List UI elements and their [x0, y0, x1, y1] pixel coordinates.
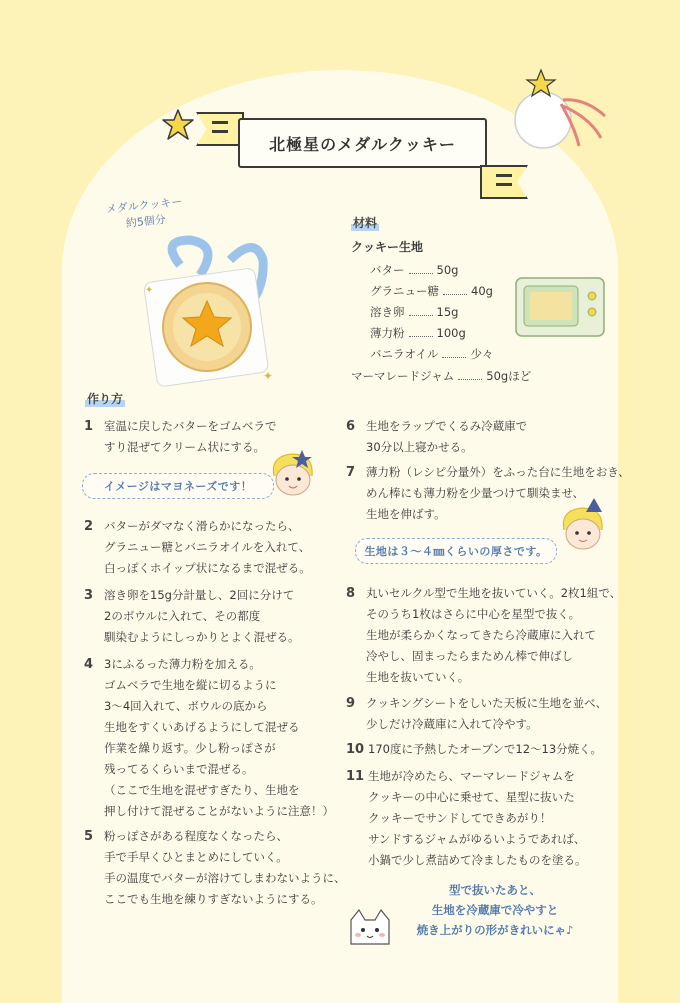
character-face-icon [556, 498, 610, 556]
step-line: 生地を抜いていく。 [366, 670, 470, 684]
step-line: ここでも生地を練りすぎないようにする。 [104, 892, 323, 906]
final-tip [400, 880, 590, 940]
step-line: 溶き卵を15g分計量し、2回に分けて [104, 588, 295, 602]
ingredient-name: マーマレードジャム [351, 369, 455, 383]
step-number: 9 [346, 696, 356, 711]
step-number: 6 [346, 419, 356, 434]
step-line: サンドするジャムがゆるいようであれば、 [368, 832, 586, 846]
step-line: 生地が冷めたら、マーマレードジャムを [368, 769, 575, 783]
step-number: 3 [84, 588, 94, 603]
ingredient-amount: 50gほど [486, 369, 532, 383]
step-line: バターがダマなく滑らかになったら、 [104, 519, 300, 533]
ingredient-row-jam [351, 368, 531, 384]
yield-line-2: 約5個分 [125, 212, 167, 231]
step-line: 手の温度でバターが溶けてしまわないように、 [104, 871, 346, 885]
step-line: 3〜4回入れて、ボウルの底から [104, 699, 268, 713]
step-line: 少しだけ冷蔵庫に入れて冷やす。 [366, 717, 538, 731]
step-line: 170度に予熱したオーブンで12〜13分焼く。 [368, 742, 602, 756]
step-number: 10 [346, 742, 365, 757]
step-line: 生地をラップでくるみ冷蔵庫で [366, 419, 528, 433]
step-line: 2のボウルに入れて、その都度 [104, 609, 261, 623]
step-line: ゴムベラで生地を縦に切るように [104, 678, 277, 692]
step-number: 5 [84, 829, 94, 844]
ingredient-name: 溶き卵 [370, 305, 405, 319]
character-face-icon [266, 448, 320, 500]
step-line: すり混ぜてクリーム状にする。 [104, 440, 265, 454]
step-line: 押し付けて混ぜることがないように注意！） [104, 804, 334, 818]
step-number: 1 [84, 419, 94, 434]
step-line: クッキーの中心に乗せて、星型に抜いた [368, 790, 575, 804]
step-line: 生地が柔らかくなってきたら冷蔵庫に入れて [366, 628, 596, 642]
oven-icon [514, 276, 606, 340]
recipe-title: 北極星のメダルクッキー [238, 118, 487, 168]
step-line: 30分以上寝かせる。 [366, 440, 473, 454]
ingredient-row [370, 325, 466, 341]
ingredient-amount: 100g [436, 326, 466, 340]
ingredient-amount: 少々 [470, 347, 494, 361]
step-line: 小鍋で少し煮詰めて冷ましたものを塗る。 [368, 853, 587, 867]
step-number: 11 [346, 769, 365, 784]
ingredient-name: バニラオイル [370, 347, 439, 361]
step-line: 冷やし、固まったらまためん棒で伸ばし [366, 649, 573, 663]
step-line: グラニュー糖とバニラオイルを入れて、 [104, 540, 311, 554]
tip-thickness: 生地は３～４㎜くらいの厚さです。 [355, 538, 557, 564]
ingredients-heading: 材料 [353, 216, 378, 230]
ingredient-name: 薄力粉 [370, 326, 405, 340]
step-line: 室温に戻したバターをゴムベラで [104, 419, 277, 433]
star-ornament-icon [505, 68, 620, 168]
ingredient-row [370, 346, 493, 362]
step-line: 作業を繰り返す。少し粉っぽさが [104, 741, 276, 755]
ingredient-row [370, 283, 493, 299]
svg-text:✦: ✦ [263, 369, 274, 383]
medal-cookie-illustration [135, 235, 285, 395]
ingredient-name: バター [370, 263, 405, 277]
tip-mayonnaise: イメージはマヨネーズです！ [82, 473, 274, 499]
yield-line-1: メダルクッキー [105, 195, 183, 217]
ingredient-amount: 40g [471, 284, 493, 298]
final-tip-line: 生地を冷蔵庫で冷やすと [431, 903, 559, 917]
step-line: クッキングシートをしいた天板に生地を並べ、 [366, 696, 608, 710]
step-line: 丸いセルクル型で生地を抜いていく。2枚1組で、 [366, 586, 622, 600]
star-icon [160, 108, 196, 142]
step-line: 生地をすくいあげるようにして混ぜる [104, 720, 300, 734]
step-line: めん棒にも薄力粉を少量つけて馴染ませ、 [366, 486, 585, 500]
step-number: 8 [346, 586, 356, 601]
final-tip-line: 焼き上がりの形がきれいにゃ♪ [416, 923, 574, 937]
ingredient-name: グラニュー糖 [370, 284, 439, 298]
method-heading: 作り方 [87, 392, 124, 406]
step-number: 2 [84, 519, 94, 534]
step-line: 生地を伸ばす。 [366, 507, 446, 521]
ingredient-row [370, 262, 458, 278]
step-line: 粉っぽさがある程度なくなったら、 [104, 829, 288, 843]
step-line: 馴染むようにしっかりとよく混ぜる。 [104, 630, 300, 644]
final-tip-line: 型で抜いたあと、 [449, 883, 541, 897]
step-line: 白っぽくホイップ状になるまで混ぜる。 [104, 561, 311, 575]
ingredient-amount: 50g [436, 263, 459, 277]
step-line: 薄力粉（レシピ分量外）をふった台に生地をおき、 [366, 465, 630, 479]
step-line: 手で手早くひとまとめにしていく。 [104, 850, 288, 864]
step-number: 7 [346, 465, 356, 480]
step-line: 残ってるくらいまで混ぜる。 [104, 762, 254, 776]
ingredients-group-title: クッキー生地 [351, 240, 424, 254]
step-line: 3にふるった薄力粉を加える。 [104, 657, 261, 671]
cat-icon [345, 906, 395, 946]
ingredient-amount: 15g [436, 305, 459, 319]
ingredient-row [370, 304, 458, 320]
step-line: （ここで生地を混ぜすぎたり、生地を [104, 783, 300, 797]
step-number: 4 [84, 657, 94, 672]
step-line: クッキーでサンドしてできあがり！ [368, 811, 552, 825]
step-line: そのうち1枚はさらに中心を星型で抜く。 [366, 607, 581, 621]
svg-text:✦: ✦ [145, 285, 154, 296]
